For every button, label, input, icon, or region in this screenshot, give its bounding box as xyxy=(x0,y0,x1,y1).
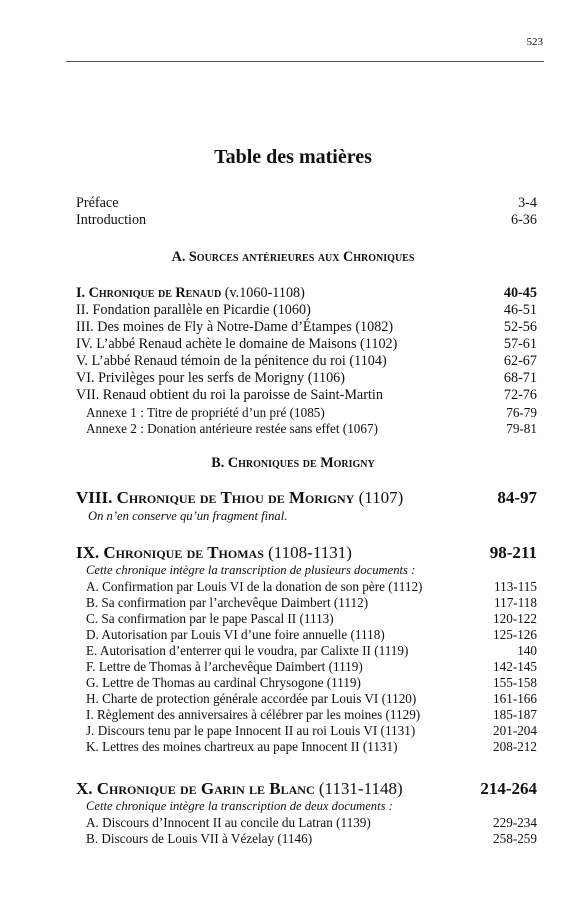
toc-entry-pages: 117-118 xyxy=(494,595,537,610)
toc-entry-pages: 140 xyxy=(517,643,537,658)
toc-entry-label: K. Lettres des moines chartreux au pape Innocent II (1131) xyxy=(86,739,398,754)
toc-entry-label: F. Lettre de Thomas à l’archevêque Daimbert (1119) xyxy=(86,659,363,674)
toc-entry-pages: 113-115 xyxy=(494,579,537,594)
toc-entry xyxy=(76,387,537,404)
toc-document xyxy=(86,831,537,847)
toc-entry-label: C. Sa confirmation par le pape Pascal II (1113) xyxy=(86,611,334,626)
toc-entry-pages: 6-36 xyxy=(510,212,537,228)
toc-entry-label: IV. L’abbé Renaud achète le domaine de Maisons (1102) xyxy=(76,336,398,352)
toc-entry-pages: 185-187 xyxy=(493,707,537,722)
toc-entry-pages: 46-51 xyxy=(503,302,537,318)
toc-document xyxy=(86,611,537,627)
toc-entry-pages: 84-97 xyxy=(497,488,537,507)
toc-entry-label: Introduction xyxy=(76,212,147,228)
toc-entry-pages: 258-259 xyxy=(493,831,537,846)
toc-entry-pages: 3-4 xyxy=(518,195,537,211)
chapter-title: I. Chronique de Renaud xyxy=(76,285,222,301)
toc-entry-label: VI. Privilèges pour les serfs de Morigny (1106) xyxy=(76,370,345,386)
toc-entry-pages: 229-234 xyxy=(493,815,537,830)
toc-entry-pages: 68-71 xyxy=(503,370,537,386)
toc-entry-label: G. Lettre de Thomas au cardinal Chrysogone (1119) xyxy=(86,675,361,690)
section-b-heading: B. Chroniques de Morigny xyxy=(211,455,375,471)
toc-document xyxy=(86,659,537,675)
toc-entry-chapter-viii xyxy=(76,488,537,508)
toc-entry-label: E. Autorisation d’enterrer qui le voudra, par Calixte II (1119) xyxy=(86,643,409,658)
toc-entry-label: Annexe 1 : Titre de propriété d’un pré (1085) xyxy=(86,405,325,420)
toc-entry-pages: 52-56 xyxy=(503,319,537,335)
chapter-dates: (1107) xyxy=(354,488,404,507)
chapter-note: Cette chronique intègre la transcription de deux documents : xyxy=(86,799,393,813)
toc-entry-pages: 62-67 xyxy=(503,353,537,369)
chapter-note: Cette chronique intègre la transcription de plusieurs documents : xyxy=(86,563,416,577)
toc-document xyxy=(86,723,537,739)
toc-entry-label: V. L’abbé Renaud témoin de la pénitence du roi (1104) xyxy=(76,353,387,369)
chapter-dates: (v.1060-1108) xyxy=(221,285,305,301)
toc-entry xyxy=(76,370,537,387)
chapter-title: IX. Chronique de Thomas xyxy=(76,543,264,562)
toc-document xyxy=(86,707,537,723)
chapter-dates: (1108-1131) xyxy=(263,543,352,562)
toc-entry-pages: 76-79 xyxy=(506,405,537,420)
chapter-title: VIII. Chronique de Thiou de Morigny xyxy=(76,488,355,507)
toc-annex xyxy=(86,421,537,437)
toc-entry-pages: 98-211 xyxy=(489,543,537,562)
chapter-note: On n’en conserve qu’un fragment final. xyxy=(88,509,288,523)
toc-entry-preface xyxy=(76,195,537,212)
toc-entry-introduction xyxy=(76,212,537,229)
header-rule xyxy=(66,61,544,62)
toc-entry-chapter-ix xyxy=(76,543,537,563)
toc-entry-pages: 125-126 xyxy=(493,627,537,642)
toc-entry xyxy=(76,353,537,370)
chapter-dates: (1131-1148) xyxy=(314,779,403,798)
toc-entry-label: J. Discours tenu par le pape Innocent II au roi Louis VI (1131) xyxy=(86,723,416,738)
toc-entry-pages: 214-264 xyxy=(480,779,537,798)
toc-entry-pages: 40-45 xyxy=(503,285,537,301)
toc-document xyxy=(86,739,537,755)
toc-entry-label: Annexe 2 : Donation antérieure restée sans effet (1067) xyxy=(86,421,378,436)
toc-document xyxy=(86,815,537,831)
toc-entry-label: A. Confirmation par Louis VI de la donation de son père (1112) xyxy=(86,579,423,594)
toc-entry-pages: 208-212 xyxy=(493,739,537,754)
toc-document xyxy=(86,595,537,611)
toc-entry xyxy=(76,336,537,353)
toc-document xyxy=(86,627,537,643)
toc-entry-pages: 161-166 xyxy=(493,691,537,706)
toc-entry-pages: 57-61 xyxy=(503,336,537,352)
toc-entry-pages: 120-122 xyxy=(493,611,537,626)
toc-annex xyxy=(86,405,537,421)
toc-entry xyxy=(76,319,537,336)
toc-entry-pages: 155-158 xyxy=(493,675,537,690)
toc-entry-label: VII. Renaud obtient du roi la paroisse de Saint-Martin xyxy=(76,387,383,403)
toc-entry-label: III. Des moines de Fly à Notre-Dame d’Étampes (1082) xyxy=(76,319,394,335)
section-a-heading: A. Sources antérieures aux Chroniques xyxy=(171,249,415,265)
toc-document xyxy=(86,579,537,595)
toc-entry-label: B. Discours de Louis VII à Vézelay (1146) xyxy=(86,831,313,846)
toc-entry-pages: 79-81 xyxy=(506,421,537,436)
toc-entry-chapter-x xyxy=(76,779,537,799)
toc-entry-chapter-i xyxy=(76,285,537,302)
toc-entry-label: Préface xyxy=(76,195,119,211)
toc-document xyxy=(86,643,537,659)
toc-entry-label: I. Règlement des anniversaires à célébrer par les moines (1129) xyxy=(86,707,421,722)
toc-document xyxy=(86,691,537,707)
toc-entry-label: H. Charte de protection générale accordée par Louis VI (1120) xyxy=(86,691,417,706)
chapter-title: X. Chronique de Garin le Blanc xyxy=(76,779,315,798)
page-title: Table des matières xyxy=(214,146,372,168)
toc-entry-label: D. Autorisation par Louis VI d’une foire annuelle (1118) xyxy=(86,627,385,642)
toc-document xyxy=(86,675,537,691)
toc-entry-pages: 142-145 xyxy=(493,659,537,674)
toc-entry-pages: 201-204 xyxy=(493,723,537,738)
toc-entry-label: II. Fondation parallèle en Picardie (1060) xyxy=(76,302,311,318)
toc-entry-label: B. Sa confirmation par l’archevêque Daimbert (1112) xyxy=(86,595,369,610)
toc-entry-pages: 72-76 xyxy=(503,387,537,403)
toc-entry-label: A. Discours d’Innocent II au concile du Latran (1139) xyxy=(86,815,371,830)
page-number: 523 xyxy=(526,36,543,48)
toc-entry xyxy=(76,302,537,319)
